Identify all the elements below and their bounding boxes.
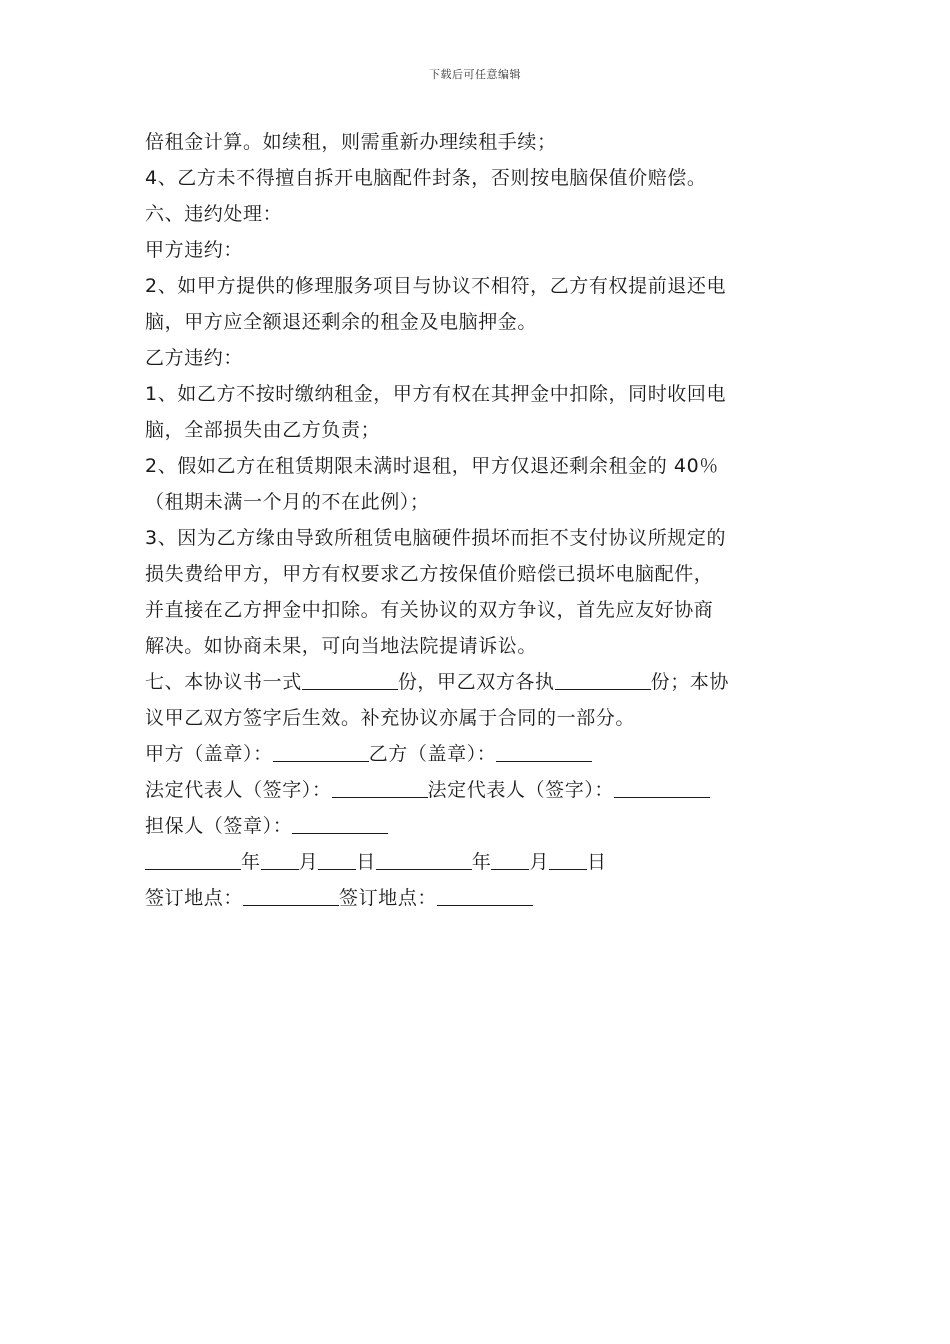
clause-seven-cont: 议甲乙双方签字后生效。补充协议亦属于合同的一部分。 — [145, 707, 636, 729]
year-blank — [145, 849, 241, 870]
text-line: 损失费给甲方，甲方有权要求乙方按保值价赔偿已损坏电脑配件， — [145, 563, 714, 585]
copies-blank — [302, 669, 398, 690]
legal-rep-a-label: 法定代表人（签字）： — [145, 779, 332, 801]
sign-place-b-label: 签订地点： — [339, 887, 438, 909]
year-label: 年 — [471, 851, 492, 873]
text-line: 4、乙方未不得擅自拆开电脑配件封条，否则按电脑保值价赔偿。 — [145, 167, 707, 189]
legal-rep-b-blank — [614, 777, 710, 798]
day-label: 日 — [587, 851, 607, 873]
sign-place-b-blank — [437, 885, 533, 906]
party-b-seal-label: 乙方（盖章）： — [368, 743, 497, 765]
subheading-party-b: 乙方违约： — [145, 347, 244, 369]
subheading-party-a: 甲方违约： — [145, 239, 244, 261]
sign-place-a-blank — [243, 885, 339, 906]
guarantor-line — [145, 808, 815, 844]
month-blank — [261, 849, 299, 870]
guarantor-blank — [292, 813, 388, 834]
month-label: 月 — [529, 851, 550, 873]
copies-each-blank — [555, 669, 651, 690]
legal-rep-a-blank — [332, 777, 428, 798]
party-b-seal-blank — [496, 741, 592, 762]
month-label: 月 — [298, 851, 319, 873]
contract-body — [145, 124, 815, 916]
legal-rep-line — [145, 772, 815, 808]
text-line: 脑，全部损失由乙方负责； — [145, 419, 381, 441]
text-line: 解决。如协商未果，可向当地法院提请诉讼。 — [145, 635, 538, 657]
clause-seven — [145, 664, 815, 700]
day-blank — [549, 849, 587, 870]
text-line: 1、如乙方不按时缴纳租金，甲方有权在其押金中扣除，同时收回电 — [145, 383, 727, 405]
year-label: 年 — [241, 851, 261, 873]
year-blank — [376, 849, 472, 870]
legal-rep-b-label: 法定代表人（签字）： — [427, 779, 615, 801]
sign-place-a-label: 签订地点： — [145, 887, 244, 909]
date-line — [145, 844, 815, 880]
text-line: 并直接在乙方押金中扣除。有关协议的双方争议，首先应友好协商 — [145, 599, 714, 621]
sign-place-line — [145, 880, 815, 916]
seal-line — [145, 736, 815, 772]
text-line: 2、假如乙方在租赁期限未满时退租，甲方仅退还剩余租金的 40％ — [145, 455, 719, 477]
text-line: （租期未满一个月的不在此例）； — [145, 491, 430, 513]
clause-seven-text: 份，甲乙双方各执 — [397, 671, 555, 693]
text-line: 3、因为乙方缘由导致所租赁电脑硬件损坏而拒不支付协议所规定的 — [145, 527, 727, 549]
month-blank — [491, 849, 529, 870]
party-a-seal-label: 甲方（盖章）： — [145, 743, 273, 765]
section-heading: 六、违约处理： — [145, 203, 283, 225]
text-line: 2、如甲方提供的修理服务项目与协议不相符，乙方有权提前退还电 — [145, 275, 727, 297]
clause-seven-text: 七、本协议书一式 — [145, 671, 302, 693]
text-line: 脑，甲方应全额退还剩余的租金及电脑押金。 — [145, 311, 538, 333]
day-label: 日 — [356, 851, 376, 873]
clause-seven-text: 份；本协 — [650, 671, 730, 693]
text-line: 倍租金计算。如续租，则需重新办理续租手续； — [145, 131, 557, 153]
page-header: 下载后可任意编辑 — [429, 68, 521, 81]
day-blank — [318, 849, 356, 870]
guarantor-label: 担保人（签章）： — [145, 815, 293, 837]
party-a-seal-blank — [273, 741, 369, 762]
